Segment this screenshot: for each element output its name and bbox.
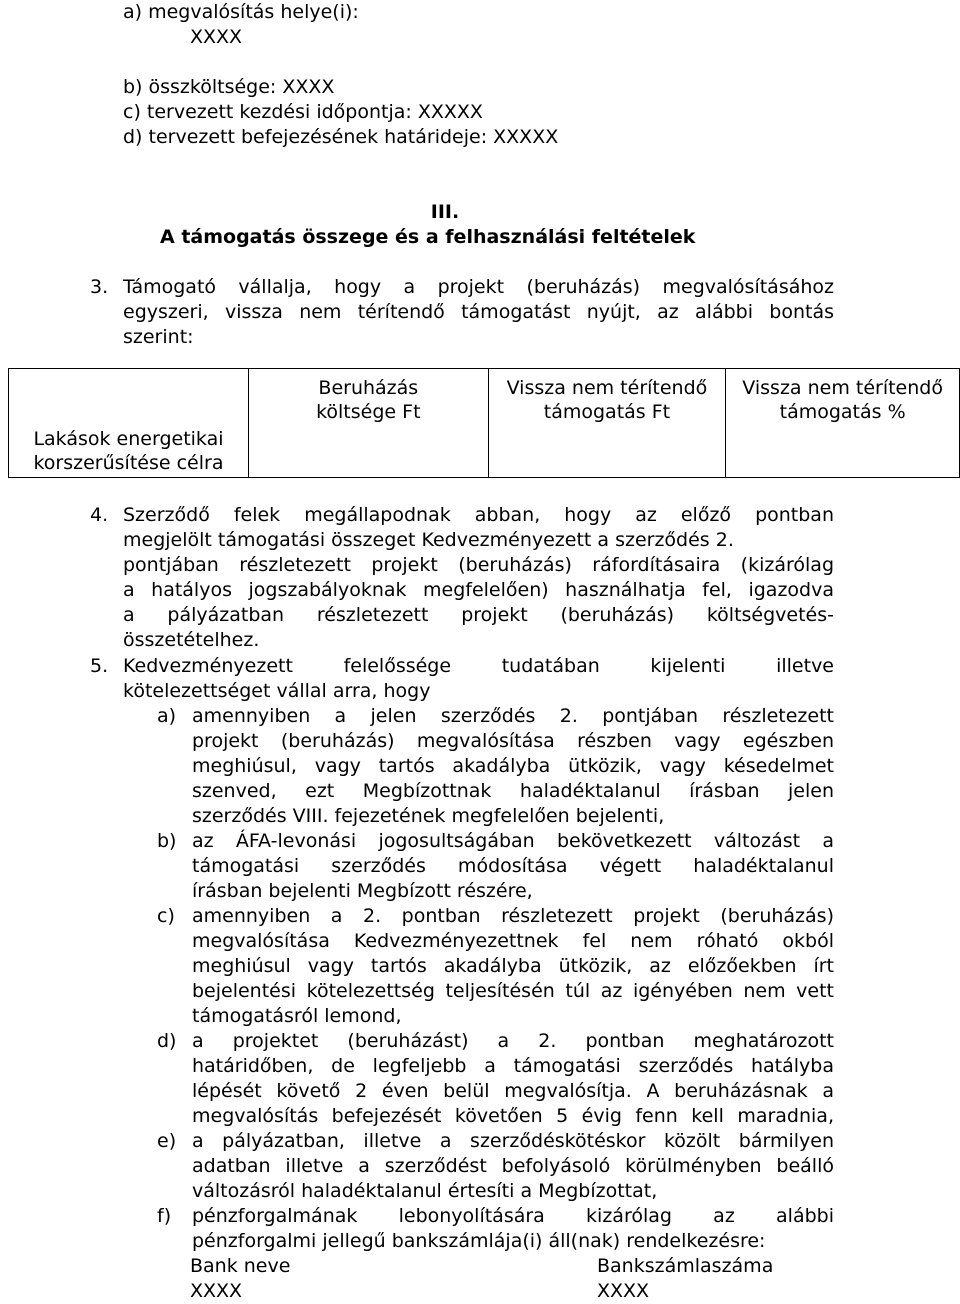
p4-line: pontjában részletezett projekt (beruházás) ráfordításaira (kizárólag bbox=[123, 554, 834, 576]
item-a-line: amennyiben a jelen szerződés 2. pontjában részletezett bbox=[192, 705, 834, 727]
row-label-line: korszerűsítése célra bbox=[33, 452, 224, 474]
row-label-line: Lakások energetikai bbox=[33, 428, 224, 450]
section-number: III. bbox=[430, 201, 460, 223]
item-b-line: támogatási szerződés módosítása végett haladéktalanul bbox=[192, 855, 834, 877]
item-c-label: c) bbox=[157, 905, 175, 927]
p3-line: egyszeri, vissza nem térítendő támogatást nyújt, az alábbi bontás bbox=[123, 301, 834, 323]
header-line: támogatás Ft bbox=[543, 401, 671, 423]
support-table bbox=[8, 368, 960, 478]
item-c-line: támogatásról lemond, bbox=[192, 1005, 402, 1027]
item-e-line: adatban illetve a szerződést befolyásoló körülményben beálló bbox=[192, 1155, 834, 1177]
table-header-support-ft bbox=[488, 369, 726, 478]
bank-name-label: Bank neve bbox=[190, 1255, 291, 1277]
item-d-line: lépését követő 2 éven belül megvalósítja. A beruházásnak a bbox=[192, 1080, 834, 1102]
p4-line: a pályázatban részletezett projekt (beruházás) költségvetés- bbox=[123, 604, 834, 626]
item-f-label: f) bbox=[157, 1205, 172, 1227]
item-a-label: a) bbox=[157, 705, 177, 727]
total-cost: b) összköltsége: XXXX bbox=[123, 76, 335, 98]
bank-account-label: Bankszámlaszáma bbox=[597, 1255, 774, 1277]
place-value: XXXX bbox=[190, 26, 243, 48]
header-line: Vissza nem térítendő bbox=[742, 377, 943, 399]
item-d-line: határidőben, de legfeljebb a támogatási szerződés hatályba bbox=[192, 1055, 834, 1077]
p5-line: Kedvezményezett felelőssége tudatában kijelenti illetve bbox=[123, 655, 834, 677]
p4-line: Szerződő felek megállapodnak abban, hogy az előző pontban bbox=[123, 504, 834, 526]
item-c-line: bejelentési kötelezettség teljesítésén túl az igényében nem vett bbox=[192, 980, 834, 1002]
section-title: A támogatás összege és a felhasználási feltételek bbox=[160, 226, 696, 248]
item-a-line: szerződés VIII. fejezetének megfelelően bejelenti, bbox=[192, 805, 665, 827]
item-f-line: pénzforgalmi jellegű bankszámlája(i) áll(nak) rendelkezésre: bbox=[192, 1230, 766, 1252]
item-c-line: meghiúsul vagy tartós akadályba ütközik, az előzőekben írt bbox=[192, 955, 834, 977]
p3-number: 3. bbox=[90, 276, 109, 298]
table-header-support-pct bbox=[726, 369, 960, 478]
header-line: Beruházás bbox=[318, 377, 419, 399]
item-a-line: szenved, ezt Megbízottnak haladéktalanul írásban jelen bbox=[192, 780, 834, 802]
item-c-line: amennyiben a 2. pontban részletezett projekt (beruházás) bbox=[192, 905, 834, 927]
p4-line: megjelölt támogatási összeget Kedvezményezett a szerződés 2. bbox=[123, 529, 734, 551]
place-label: a) megvalósítás helye(i): bbox=[123, 1, 359, 23]
planned-start: c) tervezett kezdési időpontja: XXXXX bbox=[123, 101, 483, 123]
item-b-line: írásban bejelenti Megbízott részére, bbox=[192, 880, 533, 902]
header-line: támogatás % bbox=[779, 401, 906, 423]
item-e-line: a pályázatban, illetve a szerződéskötéskor közölt bármilyen bbox=[192, 1130, 834, 1152]
item-e-label: e) bbox=[157, 1130, 177, 1152]
p4-number: 4. bbox=[90, 504, 109, 526]
bank-account-value: XXXX bbox=[597, 1280, 650, 1302]
item-c-line: megvalósítása Kedvezményezettnek fel nem róható okból bbox=[192, 930, 834, 952]
item-b-line: az ÁFA-levonási jogosultságában bekövetkezett változást a bbox=[192, 830, 834, 852]
planned-end: d) tervezett befejezésének határideje: XXXXX bbox=[123, 126, 559, 148]
item-d-line: a projektet (beruházást) a 2. pontban meghatározott bbox=[192, 1030, 834, 1052]
p4-line: a hatályos jogszabályoknak megfelelően) használhatja fel, igazodva bbox=[123, 579, 834, 601]
bank-name-value: XXXX bbox=[190, 1280, 243, 1302]
item-a-line: projekt (beruházás) megvalósítása részben vagy egészben bbox=[192, 730, 834, 752]
p5-number: 5. bbox=[90, 655, 109, 677]
header-line: Vissza nem térítendő bbox=[506, 377, 708, 399]
table-header-cost bbox=[248, 369, 488, 478]
item-d-label: d) bbox=[157, 1030, 177, 1052]
item-d-line: megvalósítás befejezését követően 5 évig fenn kell maradnia, bbox=[192, 1105, 834, 1127]
p3-line: Támogató vállalja, hogy a projekt (beruházás) megvalósításához bbox=[123, 276, 834, 298]
header-line: költsége Ft bbox=[316, 401, 421, 423]
item-b-label: b) bbox=[157, 830, 177, 852]
p3-line: szerint: bbox=[123, 326, 194, 348]
table-row-label-cell bbox=[9, 369, 249, 478]
p5-line: kötelezettséget vállal arra, hogy bbox=[123, 680, 431, 702]
item-a-line: meghiúsul, vagy tartós akadályba ütközik, vagy késedelmet bbox=[192, 755, 834, 777]
item-e-line: változásról haladéktalanul értesíti a Megbízottat, bbox=[192, 1180, 658, 1202]
item-f-line: pénzforgalmának lebonyolítására kizárólag az alábbi bbox=[192, 1205, 834, 1227]
p4-line: összetételhez. bbox=[123, 629, 260, 651]
